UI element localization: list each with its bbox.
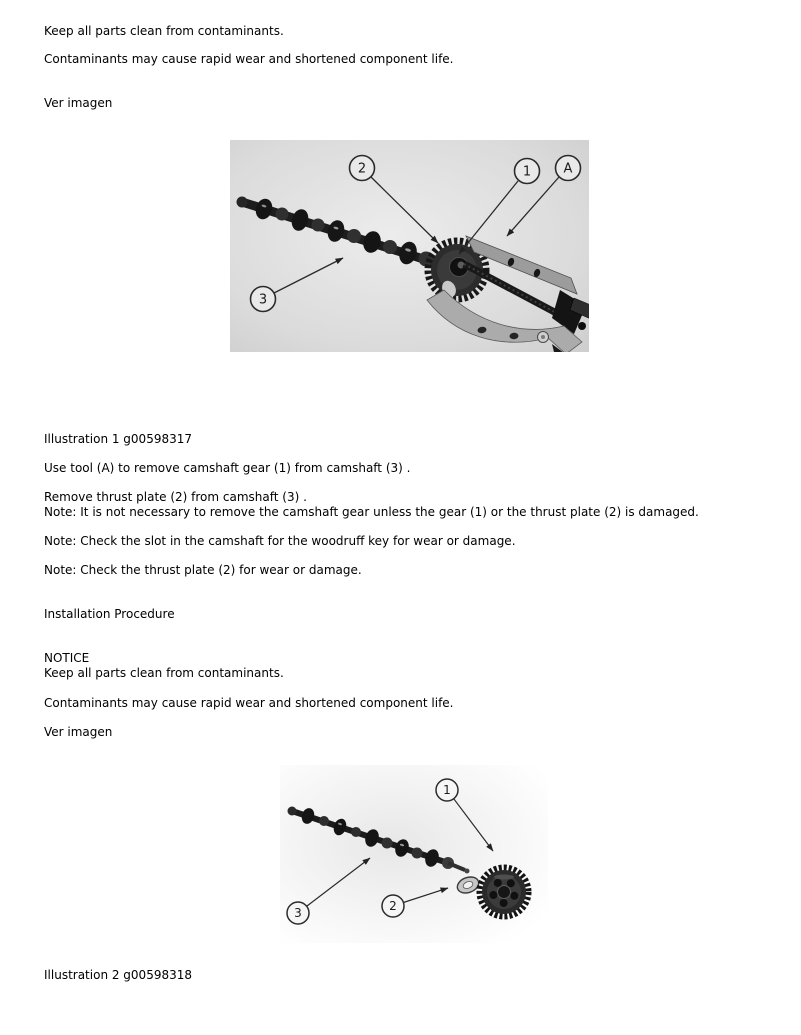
installation-procedure-heading: Installation Procedure: [44, 607, 175, 621]
illustration-2-image: [280, 765, 548, 943]
svg-text:3: 3: [294, 906, 302, 920]
ver-imagen-link-2[interactable]: Ver imagen: [44, 725, 113, 739]
svg-text:1: 1: [522, 164, 532, 180]
illustration-1-image: [230, 140, 589, 352]
paragraph-remove-thrust: Remove thrust plate (2) from camshaft (3) .: [44, 490, 307, 504]
notice-title: NOTICE: [44, 651, 90, 665]
paragraph-contaminants-2: Contaminants may cause rapid wear and shortened component life.: [44, 696, 454, 710]
note-not-necessary: Note: It is not necessary to remove the camshaft gear unless the gear (1) or the thrust plate (2) is damaged.: [44, 505, 699, 519]
illustration-2-caption: Illustration 2 g00598318: [44, 968, 193, 982]
paragraph-keep-clean-1: Keep all parts clean from contaminants.: [44, 24, 284, 38]
svg-text:2: 2: [389, 899, 397, 913]
paragraph-use-tool: Use tool (A) to remove camshaft gear (1) from camshaft (3) .: [44, 461, 411, 475]
paragraph-contaminants-1: Contaminants may cause rapid wear and shortened component life.: [44, 52, 454, 66]
paragraph-keep-clean-2: Keep all parts clean from contaminants.: [44, 666, 284, 680]
svg-text:3: 3: [258, 292, 268, 308]
svg-text:1: 1: [443, 783, 451, 797]
ver-imagen-link-1[interactable]: Ver imagen: [44, 96, 113, 110]
note-check-thrust-plate: Note: Check the thrust plate (2) for wear or damage.: [44, 563, 362, 577]
svg-text:2: 2: [357, 161, 367, 177]
note-check-slot: Note: Check the slot in the camshaft for the woodruff key for wear or damage.: [44, 534, 516, 548]
illustration-1-caption: Illustration 1 g00598317: [44, 432, 193, 446]
svg-text:A: A: [563, 161, 573, 177]
